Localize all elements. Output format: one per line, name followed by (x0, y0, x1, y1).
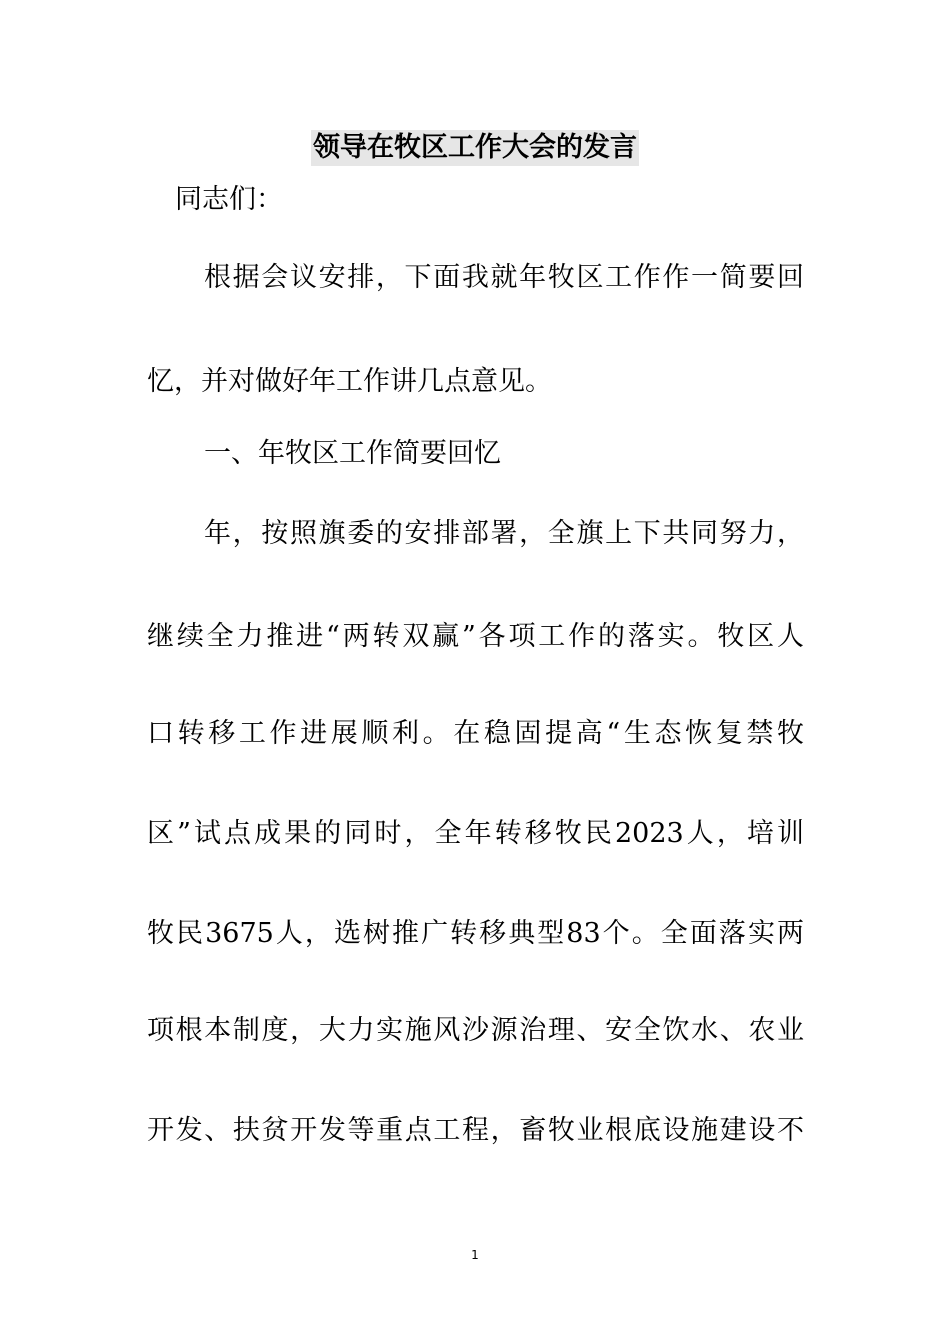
paragraph-line: 年，按照旗委的安排部署，全旗上下共同努力， (204, 518, 804, 549)
salutation: 同志们： (175, 184, 283, 215)
section-heading: 一、年牧区工作简要回忆 (204, 438, 501, 469)
paragraph-line: 牧民3675人，选树推广转移典型83个。全面落实两 (147, 918, 804, 949)
paragraph-line: 忆，并对做好年工作讲几点意见。 (147, 366, 552, 397)
page-number: 1 (471, 1248, 479, 1262)
paragraph-line: 区”试点成果的同时，全年转移牧民2023人，培训 (147, 818, 804, 849)
paragraph-line: 根据会议安排，下面我就年牧区工作作一简要回 (204, 262, 804, 293)
paragraph-line: 口转移工作进展顺利。在稳固提高“生态恢复禁牧 (147, 718, 804, 749)
document-title: 领导在牧区工作大会的发言 (311, 130, 639, 166)
paragraph-line: 继续全力推进“两转双赢”各项工作的落实。牧区人 (147, 621, 804, 652)
title-container (0, 130, 950, 166)
paragraph-line: 项根本制度，大力实施风沙源治理、安全饮水、农业 (147, 1015, 804, 1046)
paragraph-line: 开发、扶贫开发等重点工程，畜牧业根底设施建设不 (147, 1115, 804, 1146)
